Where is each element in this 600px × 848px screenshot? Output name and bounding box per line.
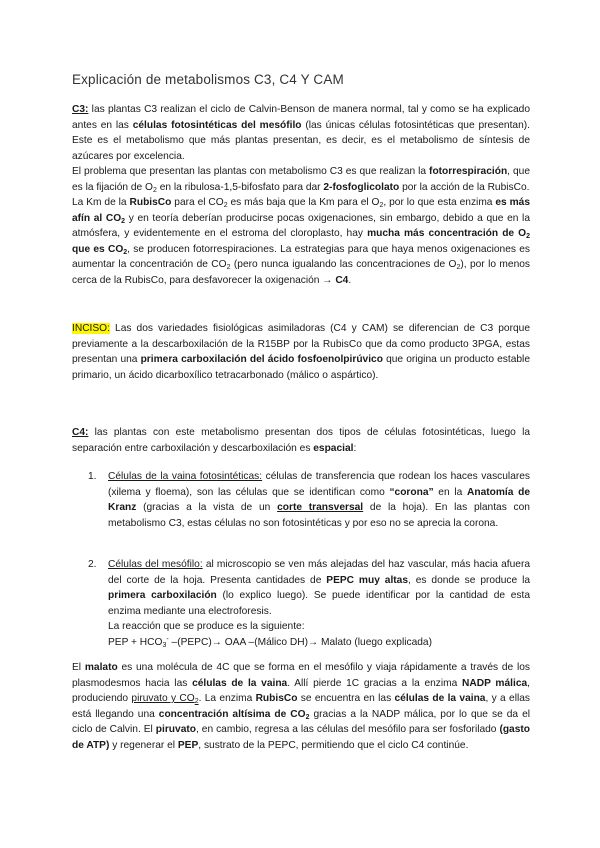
c4-label: C4: [72, 427, 89, 438]
c3-paragraph: C3: las plantas C3 realizan el ciclo de Calvin-Benson de manera normal, tal y como se ha explicado antes en las células fotosintéticas del mesófilo (las únicas células fotosintéticas que presentan). Este es el metabolismo que más plantas presentan, es decir, es el metabolismo de síntesis de azúcares por excelencia. El problema que presentan las plantas con metabolismo C3 es que realizan la fotorrespiración, que es la fijación de $O_2$ en la ribulosa-1,5-bifosfato para dar 2-fosfoglicolato por la acción de la RubisCo. La Km de la RubisCo para el $CO_2$ es más baja que la Km para el $O_2$, por lo que esta enzima es más afín al $CO_2$ y en teoría deberían producirse pocas oxigenaciones, sin embargo, debido a que en la atmósfera, y evidentemente en el estroma del cloroplasto, hay mucha más concentración de $O_2$ que es $CO_2$, se producen fotorrespiraciones. La estrategias para que haya menos oxigenaciones es aumentar la concentración de $CO_2$ (pero nunca igualando las concentraciones de $O_2$), por lo menos cerca de la RubisCo, para desfavorecer la oxigenación → C4. [72, 104, 531, 286]
c3-label: C3: [72, 104, 89, 115]
malato-paragraph: El malato es una molécula de 4C que se forma en el mesófilo y viaja rápidamente a través de los plasmodesmos hacia las células de la vaina. Allí pierde 1C gracias a la enzima NADP málica, produciendo piruvato y $CO_2$. La enzima RubisCo se encuentra en las células de la vaina, y a ellas está llegando una concentración altísima de $CO_2$ gracias a la NADP málica, por lo que se da el ciclo de Calvin. El piruvato, en cambio, regresa a las células del mesófilo para ser fosforilado (gasto de ATP) y regenerar el PEP, sustrato de la PEPC, permitiendo que el ciclo C4 continúe. [72, 662, 531, 751]
inciso-paragraph: INCISO: Las dos variedades fisiológicas asimiladoras (C4 y CAM) se diferencian de C3 porque previamente a la descarboxilación de la R15BP por la RubisCo que da como producto 3PGA, estas presentan una primera carboxilación del ácido fosfoenolpirúvico que origina un producto estable primario, un ácido dicarboxílico tetracarbonado (málico o aspártico). [72, 323, 530, 381]
list-item-mesofilo: Células del mesófilo: al microscopio se ven más alejadas del haz vascular, más hacia afuera del corte de la hoja. Presenta cantidades de PEPC muy altas, es donde se produce la primera carboxilación (lo explico luego). Se puede identificar por la cantidad de esta enzima mediante una electroforesis. La reacción que se produce es la siguiente: PEP + $HCO_3^-$ –(PEPC)→ OAA –(Málico DH)→ Malato (luego explicada) [108, 559, 530, 649]
reaction-equation: PEP + $HCO_3^-$ –(PEPC)→ OAA –(Málico DH)→ Malato (luego explicada) [108, 635, 432, 649]
list-number-2: 2. [88, 559, 97, 570]
reaction-intro: La reacción que se produce es la siguiente: [108, 621, 305, 632]
list-item-vaina: Células de la vaina fotosintéticas: células de transferencia que rodean los haces vasculares (xilema y floema), son las células que se identifican como “corona” en la Anatomía de Kranz (gracias a la vista de un corte transversal de la hoja). En las plantas con metabolismo C3, estas células no son fotosintéticas y por eso no se aprecia la corona. [108, 471, 531, 529]
inciso-label: INCISO: [72, 323, 110, 334]
page-title: Explicación de metabolismos C3, C4 Y CAM [72, 72, 344, 87]
c4-paragraph: C4: las plantas con este metabolismo presentan dos tipos de células fotosintéticas, luego la separación entre carboxilación y descarboxilación es espacial: [72, 427, 530, 454]
list-number-1: 1. [88, 471, 97, 482]
